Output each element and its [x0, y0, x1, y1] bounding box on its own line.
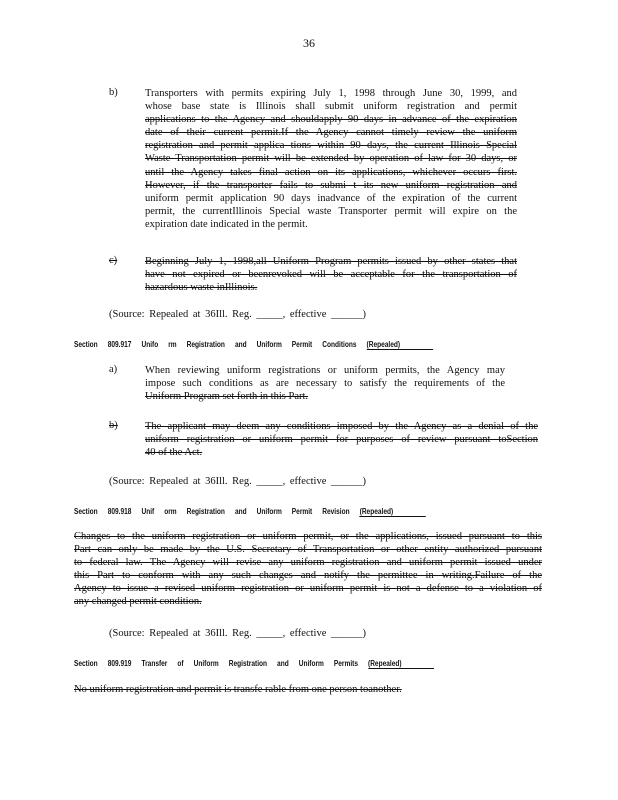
- text-line: until the Agency takes final action on its applications, whichever occurs first.: [145, 166, 517, 178]
- text-line: Beginning July 1, 1998,all Uniform Program permits issued by other states that: [145, 256, 517, 267]
- text-line: Changes to the uniform registration or uniform permit, or the applications, issued pursuant to this: [74, 531, 542, 542]
- text-line: to federal law. The Agency will revise any uniform registration and uniform permit issued under: [74, 557, 542, 569]
- text-line: whose base state is Illinois shall submit uniform registration and permit: [145, 101, 517, 113]
- text-line: However, if the transporter fails to submi t its new uniform registration and: [145, 179, 517, 191]
- item-label-a: a): [109, 364, 118, 375]
- text-line: When reviewing uniform registrations or uniform permits, the Agency may: [145, 365, 505, 376]
- section-heading-809-917: [74, 340, 433, 350]
- text-line: permit, the currentIllinois Special waste Transporter permit will expire on the: [145, 205, 517, 217]
- item-label-917-b: b): [109, 420, 118, 431]
- item-label-b: b): [109, 87, 118, 98]
- text-line: 40 of the Act.: [145, 447, 203, 459]
- text-line: any changed permit condition.: [74, 596, 202, 608]
- text-line: Agency to issue a revised uniform registration or uniform permit is not a defense to a violation of: [74, 583, 542, 595]
- text-line: applications to the Agency and shouldapply 90 days in advance of the expiration: [145, 114, 517, 126]
- text-line: expiration date indicated in the permit.: [145, 218, 308, 230]
- paragraph-918: [74, 530, 542, 609]
- text-line: Part can only be made by the U.S. Secretary of Transportation or other entity authorized pursuant: [74, 544, 542, 556]
- section-title: Unif orm Registration and Uniform Permit Revision: [141, 507, 350, 516]
- paragraph-919: [74, 683, 454, 696]
- section-status: (Repealed): [367, 340, 433, 350]
- section-status: (Repealed): [360, 507, 426, 517]
- section-status: (Repealed): [368, 659, 434, 669]
- paragraph-c: [145, 255, 517, 294]
- source-note-2: (Source: Repealed at 36Ill. Reg. _____, effective ______): [109, 476, 366, 487]
- text-line: impose such conditions as are necessary to satisfy the requirements of the: [145, 378, 505, 390]
- section-number: Section 809.917: [74, 340, 132, 349]
- paragraph-917-b: [145, 420, 538, 459]
- text-line: uniform permit application 90 days inadvance of the expiration of the current: [145, 192, 517, 204]
- section-number: Section 809.919: [74, 659, 132, 668]
- item-label-c: c): [109, 255, 118, 266]
- section-title: Transfer of Uniform Registration and Uniform Permits: [141, 659, 358, 668]
- section-heading-809-918: [74, 507, 426, 517]
- text-line: Transporters with permits expiring July 1, 1998 through June 30, 1999, and: [145, 88, 517, 99]
- paragraph-b: [145, 87, 517, 231]
- text-line: Uniform Program set forth in this Part.: [145, 391, 309, 403]
- text-line: uniform registration or uniform permit for purposes of review pursuant toSection: [145, 434, 538, 446]
- paragraph-917-a: [145, 364, 505, 403]
- text-line: this Part to conform with any such changes and notify the permittee in writing.Failure of the: [74, 570, 542, 582]
- source-note-3: (Source: Repealed at 36Ill. Reg. _____, effective ______): [109, 628, 366, 639]
- text-line: Waste Transportation permit will be extended by operation of law for 30 days, or: [145, 153, 517, 165]
- text-line: The applicant may deem any conditions imposed by the Agency as a denial of the: [145, 421, 538, 432]
- text-line: date of their current permit.If the Agency cannot timely review the uniform: [145, 127, 517, 139]
- page-number: 36: [303, 36, 315, 50]
- text-line: No uniform registration and permit is transfe rable from one person toanother.: [74, 684, 402, 695]
- section-title: Unifo rm Registration and Uniform Permit Conditions: [141, 340, 357, 349]
- text-line: have not expired or beenrevoked will be acceptable for the transportation of: [145, 269, 517, 281]
- section-heading-809-919: [74, 659, 434, 669]
- text-line: hazardous waste inIllinois.: [145, 282, 258, 294]
- source-note-1: (Source: Repealed at 36Ill. Reg. _____, effective ______): [109, 309, 366, 320]
- section-number: Section 809.918: [74, 507, 132, 516]
- text-line: registration and permit applica tions within 90 days, the current Illinois Special: [145, 140, 517, 152]
